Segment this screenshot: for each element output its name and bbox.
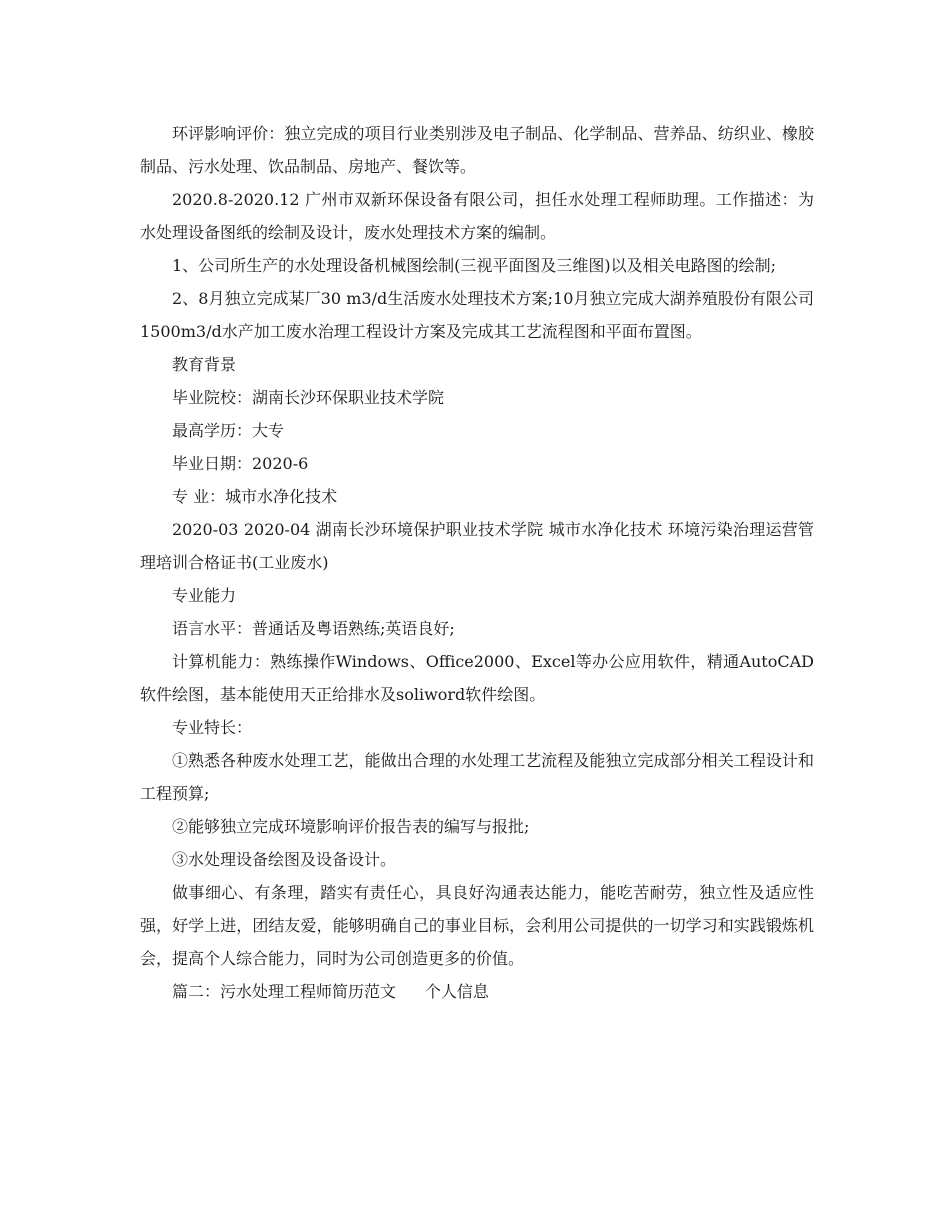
section-heading-specialties: 专业特长：: [172, 718, 253, 737]
paragraph-language: 语言水平：普通话及粤语熟练;英语良好;: [172, 619, 455, 638]
paragraph-major: 专 业：城市水净化技术: [172, 487, 338, 506]
paragraph-eia-experience: 环评影响评价：独立完成的项目行业类别涉及电子制品、化学制品、营养品、纺织业、橡胶制品、污水处理、饮品制品、房地产、餐饮等。: [140, 124, 814, 176]
paragraph-school: 毕业院校：湖南长沙环保职业技术学院: [172, 388, 445, 407]
paragraph-specialty-1: ①熟悉各种废水处理工艺，能做出合理的水处理工艺流程及能独立完成部分相关工程设计和工程预算;: [140, 751, 814, 803]
paragraph-job-guangzhou: 2020.8-2020.12 广州市双新环保设备有限公司，担任水处理工程师助理。工作描述：为水处理设备图纸的绘制及设计，废水处理技术方案的编制。: [140, 190, 814, 242]
paragraph-training-certificate: 2020-03 2020-04 湖南长沙环境保护职业技术学院 城市水净化技术 环境污染治理运营管理培训合格证书(工业废水): [140, 520, 814, 572]
paragraph-part-two-heading: 篇二：污水处理工程师简历范文 个人信息: [172, 982, 489, 1001]
paragraph-computer-skills: 计算机能力：熟练操作Windows、Office2000、Excel等办公应用软件，精通AutoCAD软件绘图，基本能使用天正给排水及soliword软件绘图。: [140, 652, 814, 704]
paragraph-graduation-date: 毕业日期：2020-6: [172, 454, 309, 473]
paragraph-degree: 最高学历：大专: [172, 421, 285, 440]
paragraph-duty-1: 1、公司所生产的水处理设备机械图绘制(三视平面图及三维图)以及相关电路图的绘制;: [172, 256, 777, 275]
paragraph-specialty-2: ②能够独立完成环境影响评价报告表的编写与报批;: [172, 817, 530, 836]
paragraph-duty-2: 2、8月独立完成某厂30 m3/d生活废水处理技术方案;10月独立完成大湖养殖股份有限公司1500m3/d水产加工废水治理工程设计方案及完成其工艺流程图和平面布置图。: [140, 289, 814, 341]
section-heading-skills: 专业能力: [172, 586, 237, 605]
paragraph-specialty-3: ③水处理设备绘图及设备设计。: [172, 850, 397, 869]
paragraph-self-evaluation: 做事细心、有条理，踏实有责任心，具良好沟通表达能力，能吃苦耐劳，独立性及适应性强，好学上进，团结友爱，能够明确自己的事业目标，会利用公司提供的一切学习和实践锻炼机会，提高个人综合能力，同时为公司创造更多的价值。: [140, 883, 814, 968]
section-heading-education: 教育背景: [172, 355, 237, 374]
